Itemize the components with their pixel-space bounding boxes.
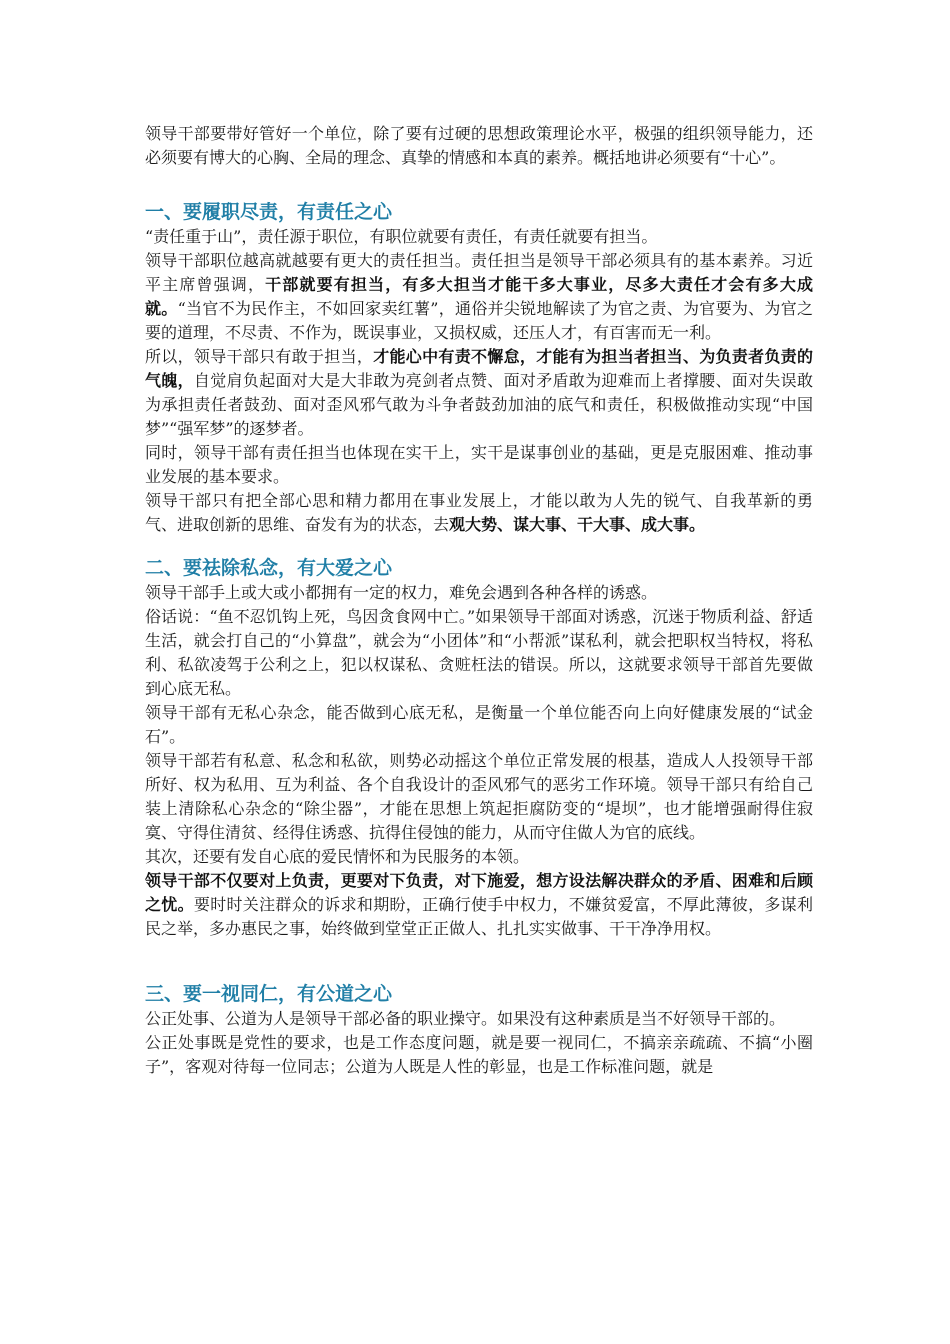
bold-text: 才能心中有责不懈怠，才能有为担当者担当、为负责者负责的气魄，: [145, 347, 813, 390]
body-paragraph: [145, 1031, 813, 1079]
text-run: 公正处事、公道为人是领导干部必备的职业操守。如果没有这种素质是当不好领导干部的。: [145, 1009, 786, 1028]
body-paragraph: [145, 701, 813, 749]
body-paragraph: [145, 345, 813, 441]
text-run: “责任重于山”，责任源于职位，有职位就要有责任，有责任就要有担当。: [145, 227, 658, 246]
text-run: 俗话说：“鱼不忍饥钩上死，鸟因贪食网中亡。”如果领导干部面对诱惑，沉迷于物质利益、舒适生活，就会打自己的“小算盘”，就会为“小团体”和“小帮派”谋私利，就会把职权当特权，将私利、私欲凌驾于公利之上，犯以权谋私、贪赃枉法的错误。所以，这就要求领导干部首先要做到心底无私。: [145, 607, 813, 698]
body-paragraph: [145, 749, 813, 845]
body-paragraph: [145, 1007, 813, 1031]
text-run: 领导干部有无私心杂念，能否做到心底无私，是衡量一个单位能否向上向好健康发展的“试金石”。: [145, 703, 813, 746]
bold-text: 观大势、谋大事、干大事、成大事。: [449, 515, 706, 534]
text-run: 其次，还要有发自心底的爱民情怀和为民服务的本领。: [145, 847, 530, 866]
bold-text: 领导干部不仅要对上负责，更要对下负责，对下施爱，想方设法解决群众的矛盾、困难和后顾之忧。: [145, 871, 813, 914]
section-heading: 三、要一视同仁，有公道之心: [145, 983, 393, 1005]
body-paragraph: [145, 869, 813, 941]
text-run: 自觉肩负起面对大是大非敢为亮剑者点赞、面对矛盾敢为迎难而上者撑腰、面对失误敢为承担责任者鼓劲、面对歪风邪气敢为斗争者鼓劲加油的底气和责任，积极做推动实现“中国梦”“强军梦”的逐梦者。: [145, 371, 813, 438]
text-run: 所以，领导干部只有敢于担当，: [145, 347, 374, 366]
text-run: “当官不为民作主，不如回家卖红薯”，通俗并尖锐地解读了为官之责、为官要为、为官之要的道理，不尽责、不作为，既误事业，又损权威，还压人才，有百害而无一利。: [145, 299, 813, 342]
text-run: 同时，领导干部有责任担当也体现在实干上，实干是谋事创业的基础，更是克服困难、推动事业发展的基本要求。: [145, 443, 813, 486]
bold-text: 干部就要有担当，有多大担当才能干多大事业，尽多大责任才会有多大成就。: [145, 275, 813, 318]
body-paragraph: [145, 249, 813, 345]
text-run: 公正处事既是党性的要求，也是工作态度问题，就是要一视同仁，不搞亲亲疏疏、不搞“小圈子”，客观对待每一位同志；公道为人既是人性的彰显，也是工作标准问题，就是: [145, 1033, 813, 1076]
intro-paragraph: 领导干部要带好管好一个单位，除了要有过硬的思想政策理论水平，极强的组织领导能力，还必须要有博大的心胸、全局的理念、真挚的情感和本真的素养。概括地讲必须要有“十心”。: [145, 124, 813, 167]
section-heading: 二、要祛除私念，有大爱之心: [145, 557, 393, 579]
text-run: 领导干部若有私意、私念和私欲，则势必动摇这个单位正常发展的根基，造成人人投领导干部所好、权为私用、互为利益、各个自我设计的歪风邪气的恶劣工作环境。领导干部只有给自己装上清除私心杂念的“除尘器”，才能在思想上筑起拒腐防变的“堤坝”，也才能增强耐得住寂寞、守得住清贫、经得住诱惑、抗得住侵蚀的能力，从而守住做人为官的底线。: [145, 751, 813, 842]
body-paragraph: [145, 605, 813, 701]
body-paragraph: [145, 441, 813, 489]
body-paragraph: [145, 845, 813, 869]
section-heading: 一、要履职尽责，有责任之心: [145, 201, 393, 223]
sections-container: [145, 199, 813, 1079]
text-run: 领导干部只有把全部心思和精力都用在事业发展上，才能以敢为人先的锐气、自我革新的勇气、进取创新的思维、奋发有为的状态，去: [145, 491, 813, 534]
body-paragraph: [145, 489, 813, 537]
text-run: 领导干部手上或大或小都拥有一定的权力，难免会遇到各种各样的诱惑。: [145, 583, 658, 602]
body-paragraph: [145, 581, 813, 605]
body-paragraph: [145, 225, 813, 249]
document-page: [145, 122, 813, 1079]
text-run: 领导干部职位越高就越要有更大的责任担当。责任担当是领导干部必须具有的基本素养。习近平主席曾强调，: [145, 251, 813, 294]
text-run: 要时时关注群众的诉求和期盼，正确行使手中权力，不嫌贫爱富，不厚此薄彼，多谋利民之举，多办惠民之事，始终做到堂堂正正做人、扎扎实实做事、干干净净用权。: [145, 895, 813, 938]
